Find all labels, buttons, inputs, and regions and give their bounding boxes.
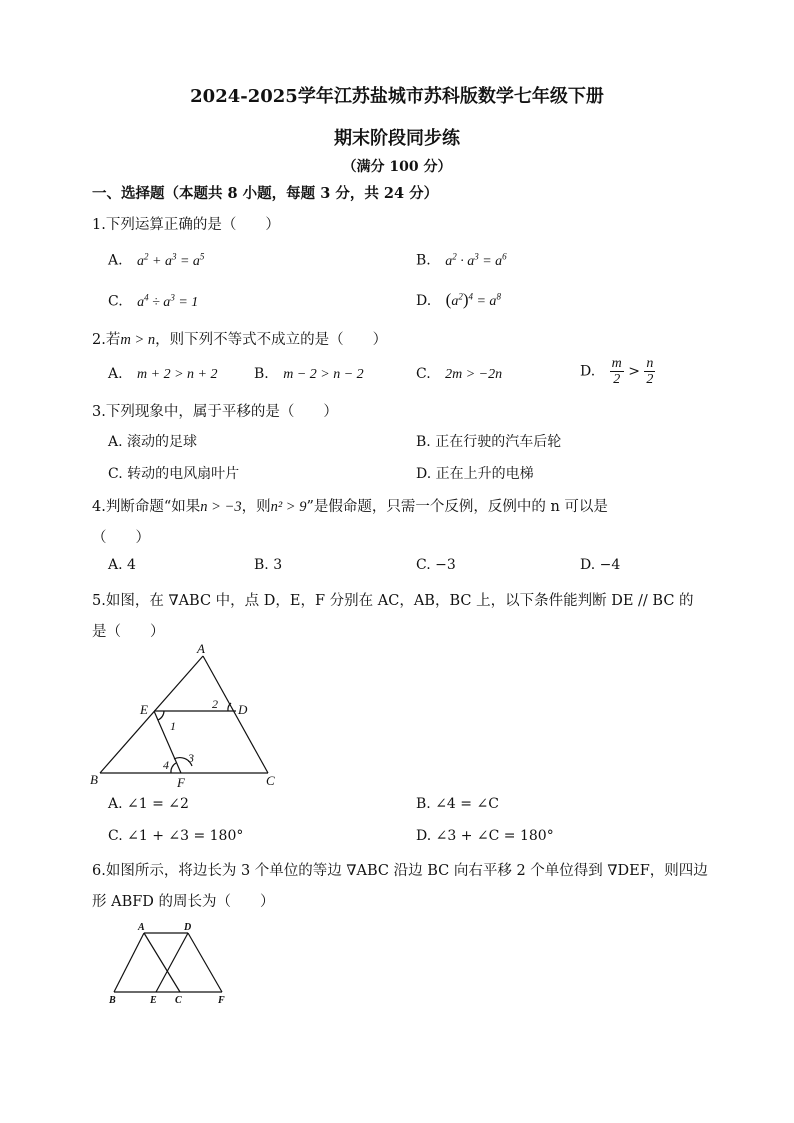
q1-option-a <box>108 251 204 270</box>
segment-ac <box>203 656 268 773</box>
label-b: B <box>109 995 116 1006</box>
q2-option-d <box>580 356 655 387</box>
q2-option-a <box>108 366 217 383</box>
q3-option-b: B. 正在行驶的汽车后轮 <box>416 434 562 450</box>
q2-option-b-formula: m − 2 > n − 2 <box>283 367 364 382</box>
q1-option-c <box>108 292 198 311</box>
q4-condition-1: n > −3 <box>200 499 242 515</box>
q1-option-c-formula: $a^4 \div a^3 = 1$ <box>137 292 199 310</box>
label-a: A <box>138 922 145 933</box>
option-label: D. <box>580 363 596 380</box>
q1-option-d <box>416 290 501 310</box>
document-title-line2: 期末阶段同步练 <box>334 128 460 149</box>
option-label: B. <box>254 366 269 382</box>
q3-option-a: A. 滚动的足球 <box>108 434 198 450</box>
question-3-stem: 3.下列现象中，属于平移的是（ ） <box>92 404 338 420</box>
label-c: C <box>175 995 182 1006</box>
option-label: C. <box>108 293 123 310</box>
q1-option-d-formula: $(a^2)^4 = a^8$ <box>445 290 501 309</box>
segment-ab <box>114 933 144 992</box>
q4-condition-2: n² > 9 <box>270 499 307 515</box>
label-c: C <box>266 773 275 788</box>
q4-stem-part3: ”是假命题，只需一个反例，反例中的 n 可以是 <box>306 499 608 515</box>
segment-df <box>188 933 222 992</box>
q2-option-a-formula: m + 2 > n + 2 <box>137 367 218 382</box>
greater-than-sign: > <box>628 363 640 380</box>
fraction-denominator: 2 <box>613 372 621 387</box>
question-6-stem-line1: 6.如图所示，将边长为 3 个单位的等边 ∇ABC 沿边 BC 向右平移 2 个单位得到 ∇DEF，则四边 <box>92 863 708 879</box>
option-label: D. <box>416 293 432 309</box>
label-angle-2: 2 <box>212 697 218 711</box>
document-title-line1: 2024-2025学年江苏盐城市苏科版数学七年级下册 <box>190 86 604 107</box>
segment-ac <box>144 933 180 992</box>
question-1-stem: 1.下列运算正确的是（ ） <box>92 217 280 233</box>
q1-option-b <box>416 251 507 270</box>
question-5-stem-line2: 是（ ） <box>92 624 165 640</box>
label-b: B <box>90 772 98 787</box>
q3-option-d: D. 正在上升的电梯 <box>416 466 534 482</box>
q5-option-d: D. ∠3 + ∠C = 180° <box>416 828 554 844</box>
q4-option-c: C. −3 <box>416 557 456 573</box>
fraction-n-over-2 <box>644 356 655 387</box>
fraction-m-over-2 <box>610 356 624 387</box>
label-e: E <box>140 702 148 717</box>
q2-stem-pre: 2.若 <box>92 332 121 348</box>
q5-option-c: C. ∠1 + ∠3 = 180° <box>108 828 244 844</box>
q5-triangle-figure <box>88 640 288 792</box>
fraction-numerator: n <box>646 356 654 371</box>
q2-option-c <box>416 366 502 383</box>
segment-de <box>156 933 188 992</box>
q1-option-b-formula: $a^2 \cdot a^3 = a^6$ <box>445 251 507 269</box>
q2-option-c-formula: 2m > −2n <box>445 367 503 382</box>
score-note: （满分 100 分） <box>342 159 452 175</box>
question-5-stem-line1: 5.如图，在 ∇ABC 中，点 D，E，F 分别在 AC，AB，BC 上，以下条件能判断 DE // BC 的 <box>92 593 694 609</box>
q4-stem-part1: 4.判断命题“如果 <box>92 499 201 515</box>
q4-option-b: B. 3 <box>254 557 283 573</box>
option-label: A. <box>108 366 123 382</box>
section-heading: 一、选择题（本题共 8 小题，每题 3 分，共 24 分） <box>92 185 439 202</box>
label-f: F <box>218 995 225 1006</box>
label-a: A <box>197 641 205 656</box>
label-d: D <box>184 922 192 933</box>
angle-2-arc <box>228 703 231 711</box>
label-angle-4: 4 <box>163 758 169 772</box>
q4-option-d: D. −4 <box>580 557 621 573</box>
angle-1-arc <box>158 711 164 720</box>
question-4-stem <box>92 495 608 516</box>
label-angle-1: 1 <box>170 719 176 733</box>
question-6-stem-line2: 形 ABFD 的周长为（ ） <box>92 894 275 910</box>
fraction-numerator: m <box>611 356 622 371</box>
q3-option-c: C. 转动的电风扇叶片 <box>108 466 240 482</box>
angle-4-arc <box>171 763 176 773</box>
q1-option-a-formula: $a^2 + a^3 = a^5$ <box>137 251 205 269</box>
q4-answer-paren: （ ） <box>92 530 150 546</box>
q5-option-a: A. ∠1 = ∠2 <box>108 796 189 812</box>
q6-translation-figure <box>100 918 240 1008</box>
q4-stem-part2: ，则 <box>241 499 271 515</box>
q2-stem-post: ，则下列不等式不成立的是（ ） <box>155 332 388 348</box>
label-f: F <box>177 775 185 790</box>
label-e: E <box>150 995 157 1006</box>
question-2-stem <box>92 328 387 349</box>
label-angle-3: 3 <box>188 751 194 765</box>
option-label: C. <box>416 366 431 382</box>
q2-condition: m > n <box>120 332 156 348</box>
option-label: A. <box>108 252 123 269</box>
label-d: D <box>238 702 248 717</box>
q2-option-b <box>254 366 364 383</box>
option-label: B. <box>416 252 431 269</box>
q4-option-a: A. 4 <box>108 557 136 573</box>
fraction-denominator: 2 <box>646 372 654 387</box>
q5-option-b: B. ∠4 = ∠C <box>416 796 499 812</box>
